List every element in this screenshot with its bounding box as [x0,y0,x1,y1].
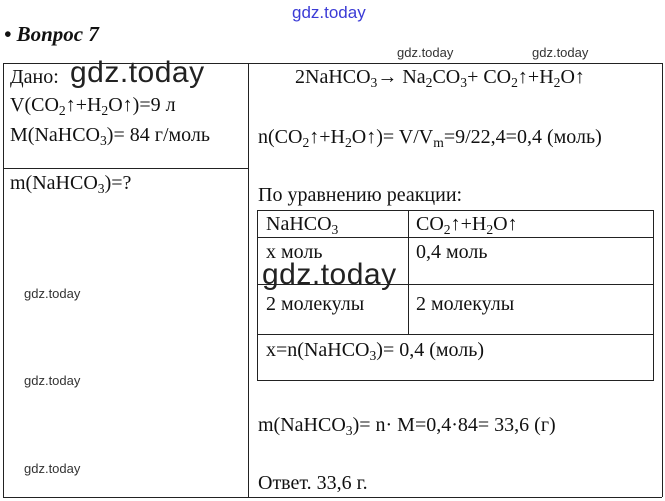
question-heading: • Вопрос 7 [4,22,99,46]
given-volume: $V(CO_2↑+H_2O↑)=9$ л [10,94,176,118]
frame-bottom [3,497,662,498]
table-row-divider [257,237,654,238]
table-header-right: $CO_2↑+H_2O↑$ [416,213,518,237]
given-divider [3,168,248,169]
answer: Ответ. 33,6 г. [258,472,368,494]
given-molar-mass: M(NaHCO$_3$)= 84 г/моль [10,124,210,148]
frame-right [662,63,663,497]
watermark-small: gdz.today [24,461,81,476]
by-equation-label: По уравнению реакции: [258,184,463,206]
watermark-small: gdz.today [24,286,81,301]
table-row-divider [257,334,654,335]
watermark-small: gdz.today [24,373,81,388]
moles-calculation: $n(CO_2↑+H_2O↑)= V/V_m=9/22,4=0,4$ (моль) [258,126,602,150]
table-row1-right: 0,4 моль [416,241,488,263]
reaction-equation: 2NaHCO$_3$→ $Na_2CO_3+$ $CO_2↑+H_2O↑$ [295,66,585,90]
watermark-small: gdz.today [397,45,454,60]
given-label: Дано: [10,66,59,88]
table-header-left: NaHCO$_3$ [266,213,339,237]
watermark-big: gdz.today [70,56,205,89]
table-row1-left: x моль [266,241,323,263]
watermark-top: gdz.today [292,3,366,22]
frame-divider [248,63,249,497]
table-row2-left: 2 молекулы [266,293,365,315]
find-mass: m(NaHCO$_3$)=? [10,172,132,196]
table-row2-right: 2 молекулы [416,293,515,315]
mass-calculation: m(NaHCO$_3$)= n· M=0,4·84= 33,6 (г) [258,414,556,438]
table-col-divider [408,210,409,334]
watermark-big: gdz.today [262,258,397,291]
frame-left [3,63,4,497]
table-result: x=n(NaHCO$_3$)= 0,4 (моль) [266,339,485,363]
watermark-small: gdz.today [532,45,589,60]
